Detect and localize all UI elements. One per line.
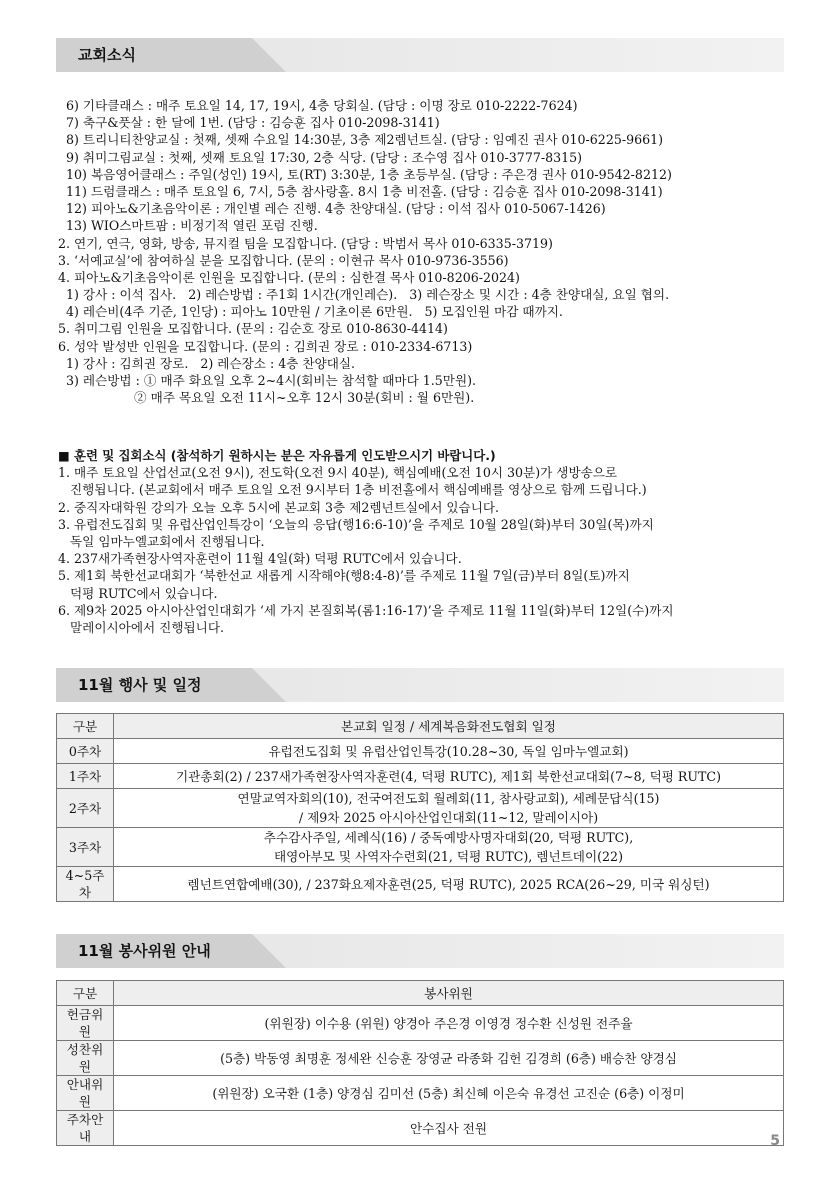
news-line: 13) WIO스마트팜 : 비정기적 열린 포럼 진행. — [58, 218, 318, 234]
table-header-row — [57, 981, 784, 1006]
news-line: 11) 드럼클래스 : 매주 토요일 6, 7시, 5층 참사랑홀. 8시 1층 비전홀. (담당 : 김승훈 집사 010-2098-3141) — [58, 183, 663, 199]
news-line: 2. 연기, 연극, 영화, 방송, 뮤지컬 팀을 모집합니다. (담당 : 박범서 목사 010-6335-3719) — [58, 235, 553, 251]
table-row — [57, 1076, 784, 1111]
news-line: 4) 레슨비(4주 기준, 1인당) : 피아노 10만원 / 기초이론 6만원. 5) 모집인원 마감 때까지. — [58, 304, 563, 320]
role-label: 헌금위원 — [57, 1006, 114, 1041]
training-heading: ■ 훈련 및 집회소식 (참석하기 원하시는 분은 자유롭게 인도받으시기 바랍니다.) — [58, 448, 496, 463]
training-line: 말레이시아에서 진행됩니다. — [58, 619, 225, 635]
table-row — [57, 1006, 784, 1041]
schedule-line: / 제9차 2025 아시아산업인대회(11~12, 말레이시아) — [298, 810, 599, 825]
table-row — [57, 789, 784, 828]
schedule-table — [56, 713, 784, 902]
header-cell: 구분 — [57, 981, 114, 1006]
schedule-line: 추수감사주일, 세례식(16) / 중독예방사명자대회(20, 덕평 RUTC), — [263, 830, 634, 845]
training-line: 진행됩니다. (본교회에서 매주 토요일 오전 9시부터 1층 비전홀에서 핵심예배를 영상으로 함께 드립니다.) — [58, 482, 647, 498]
training-news-list — [58, 447, 788, 636]
section-title: 11월 행사 및 일정 — [78, 676, 202, 694]
table-row — [57, 764, 784, 789]
news-line: 6. 성악 발성반 인원을 모집합니다. (문의 : 김희권 장로 : 010-2334-6713) — [58, 338, 473, 354]
training-line: 4. 237새가족현장사역자훈련이 11월 4일(화) 덕평 RUTC에서 있습니다. — [58, 551, 462, 567]
service-table — [56, 980, 784, 1146]
news-line: ② 매주 목요일 오전 11시~오후 12시 30분(회비 : 월 6만원). — [58, 390, 475, 406]
week-schedule — [114, 764, 784, 789]
week-schedule — [114, 828, 784, 867]
schedule-line: 연말교역자회의(10), 전국여전도회 월례회(11, 참사랑교회), 세례문답식(15) — [237, 791, 660, 806]
week-schedule — [114, 739, 784, 764]
role-label: 주차안내 — [57, 1111, 114, 1146]
news-line: 6) 기타클래스 : 매주 토요일 14, 17, 19시, 4층 당회실. (담당 : 이명 장로 010-2222-7624) — [58, 98, 578, 113]
week-schedule — [114, 789, 784, 828]
news-line: 9) 취미그림교실 : 첫째, 셋째 토요일 17:30, 2층 식당. (담당 : 조수영 집사 010-3777-8315) — [58, 149, 583, 165]
schedule-line: 렘넌트연합예배(30), / 237화요제자훈련(25, 덕평 RUTC), 2025 RCA(26~29, 미국 워싱턴) — [187, 876, 710, 892]
week-label: 1주차 — [57, 764, 114, 789]
training-line: 3. 유럽전도집회 및 유럽산업인특강이 ‘오늘의 응답(행16:6-10)’을 주제로 10월 28일(화)부터 30일(목)까지 — [58, 516, 654, 532]
news-line: 10) 복음영어클래스 : 주일(성인) 19시, 토(RT) 3:30분, 1층 초등부실. (담당 : 주은경 권사 010-9542-8212) — [58, 166, 672, 182]
table-row — [57, 1041, 784, 1076]
header-cell: 봉사위원 — [114, 981, 784, 1006]
role-members: 안수집사 전원 — [114, 1111, 784, 1146]
role-members: (위원장) 이수용 (위원) 양경아 주은경 이영경 정수환 신성원 전주율 — [114, 1006, 784, 1041]
role-members: (위원장) 오국환 (1층) 양경심 김미선 (5층) 최신혜 이은숙 유경선 고진순 (6층) 이정미 — [114, 1076, 784, 1111]
training-line: 1. 매주 토요일 산업선교(오전 9시), 전도학(오전 9시 40분), 핵심예배(오전 10시 30분)가 생방송으로 — [58, 465, 618, 481]
news-line: 8) 트리니티찬양교실 : 첫째, 셋째 수요일 14:30분, 3층 제2렘넌트실. (담당 : 임예진 권사 010-6225-9661) — [58, 132, 664, 148]
training-line: 6. 제9차 2025 아시아산업인대회가 ‘세 가지 본질회복(롬1:16-17)’을 주제로 11월 11일(화)부터 12일(수)까지 — [58, 602, 674, 618]
training-line: 5. 제1회 북한선교대회가 ‘북한선교 새롭게 시작해야(행8:4-8)’를 주제로 11월 7일(금)부터 8일(토)까지 — [58, 568, 630, 584]
schedule-line: 유럽전도집회 및 유럽산업인특강(10.28~30, 독일 임마누엘교회) — [268, 743, 629, 759]
week-schedule — [114, 867, 784, 902]
section-title: 11월 봉사위원 안내 — [78, 942, 211, 960]
table-row — [57, 867, 784, 902]
header-cell: 본교회 일정 / 세계복음화전도협회 일정 — [114, 714, 784, 739]
news-line: 5. 취미그림 인원을 모집합니다. (문의 : 김순호 장로 010-8630-4414) — [58, 321, 448, 337]
table-header-row — [57, 714, 784, 739]
week-label: 2주차 — [57, 789, 114, 828]
section-header-church-news — [56, 38, 784, 72]
table-row — [57, 739, 784, 764]
role-members: (5층) 박동영 최명훈 정세완 신승훈 장영균 라종화 김헌 김경희 (6층) 배승찬 양경심 — [114, 1041, 784, 1076]
news-line: 3. ‘서예교실’에 참여하실 분을 모집합니다. (문의 : 이현규 목사 010-9736-3556) — [58, 252, 509, 268]
header-cell: 구분 — [57, 714, 114, 739]
role-label: 안내위원 — [57, 1076, 114, 1111]
week-label: 0주차 — [57, 739, 114, 764]
news-line: 4. 피아노&기초음악이론 인원을 모집합니다. (문의 : 심한결 목사 010-8206-2024) — [58, 269, 520, 285]
schedule-line: 태영아부모 및 사역자수련회(21, 덕평 RUTC), 렘넌트데이(22) — [273, 849, 623, 864]
training-line: 2. 중직자대학원 강의가 오늘 오후 5시에 본교회 3층 제2렘넌트실에서 있습니다. — [58, 499, 500, 515]
church-news-list — [58, 97, 788, 406]
training-line: 독일 임마누엘교회에서 진행됩니다. — [58, 533, 265, 549]
training-line: 덕평 RUTC에서 있습니다. — [58, 585, 218, 601]
week-label: 3주차 — [57, 828, 114, 867]
table-row — [57, 1111, 784, 1146]
news-line: 3) 레슨방법 : ① 매주 화요일 오후 2~4시(회비는 참석할 때마다 1.5만원). — [58, 373, 477, 388]
section-header-service — [56, 934, 784, 968]
schedule-line: 기관총회(2) / 237새가족현장사역자훈련(4, 덕평 RUTC), 제1회 북한선교대회(7~8, 덕평 RUTC) — [176, 768, 721, 784]
role-label: 성찬위원 — [57, 1041, 114, 1076]
page-number: 5 — [770, 1133, 780, 1149]
news-line: 1) 강사 : 김희권 장로. 2) 레슨장소 : 4층 찬양대실. — [58, 355, 356, 371]
news-line: 12) 피아노&기초음악이론 : 개인별 레슨 진행. 4층 찬양대실. (담당 : 이석 집사 010-5067-1426) — [58, 201, 606, 217]
news-line: 1) 강사 : 이석 집사. 2) 레슨방법 : 주1회 1시간(개인레슨). 3) 레슨장소 및 시간 : 4층 찬양대실, 요일 협의. — [58, 287, 670, 303]
section-title: 교회소식 — [78, 46, 136, 64]
news-line: 7) 축구&풋살 : 한 달에 1번. (담당 : 김승훈 집사 010-2098-3141) — [58, 115, 440, 131]
table-row — [57, 828, 784, 867]
section-header-schedule — [56, 668, 784, 702]
week-label: 4~5주차 — [57, 867, 114, 902]
